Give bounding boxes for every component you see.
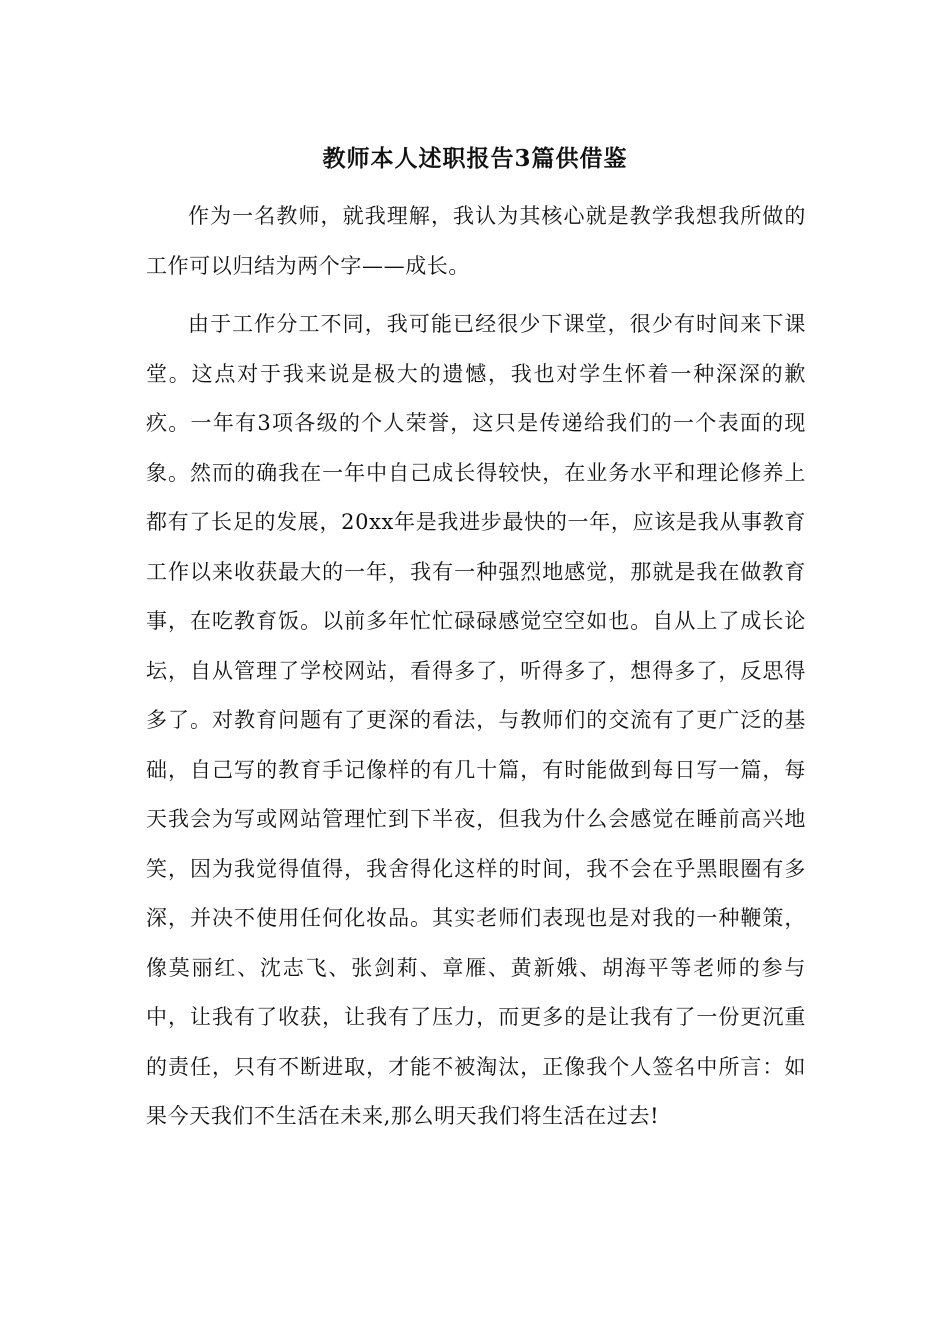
document-title: 教师本人述职报告3篇供借鉴	[322, 145, 628, 172]
paragraph-intro: 作为一名教师，就我理解，我认为其核心就是教学我想我所做的工作可以归结为两个字——成长。	[146, 204, 806, 278]
paragraph-body: 由于工作分工不同，我可能已经很少下课堂，很少有时间来下课堂。这点对于我来说是极大的遗憾，我也对学生怀着一种深深的歉疚。一年有3项各级的个人荣誉，这只是传递给我们的一个表面的现象。然而的确我在一年中自己成长得较快，在业务水平和理论修养上都有了长足的发展，20xx年是我进步最快的一年，应该是我从事教育工作以来收获最大的一年，我有一种强烈地感觉，那就是我在做教育事，在吃教育饭。以前多年忙忙碌碌感觉空空如也。自从上了成长论坛，自从管理了学校网站，看得多了，听得多了，想得多了，反思得多了。对教育问题有了更深的看法，与教师们的交流有了更广泛的基础，自己写的教育手记像样的有几十篇，有时能做到每日写一篇，每天我会为写或网站管理忙到下半夜，但我为什么会感觉在睡前高兴地笑，因为我觉得值得，我舍得化这样的时间，我不会在乎黑眼圈有多深，并决不使用任何化妆品。其实老师们表现也是对我的一种鞭策，像莫丽红、沈志飞、张剑莉、章雁、黄新娥、胡海平等老师的参与中，让我有了收获，让我有了压力，而更多的是让我有了一份更沉重的责任，只有不断进取，才能不被淘汰，正像我个人签名中所言：如果今天我们不生活在未来,那么明天我们将生活在过去!	[146, 312, 806, 1128]
